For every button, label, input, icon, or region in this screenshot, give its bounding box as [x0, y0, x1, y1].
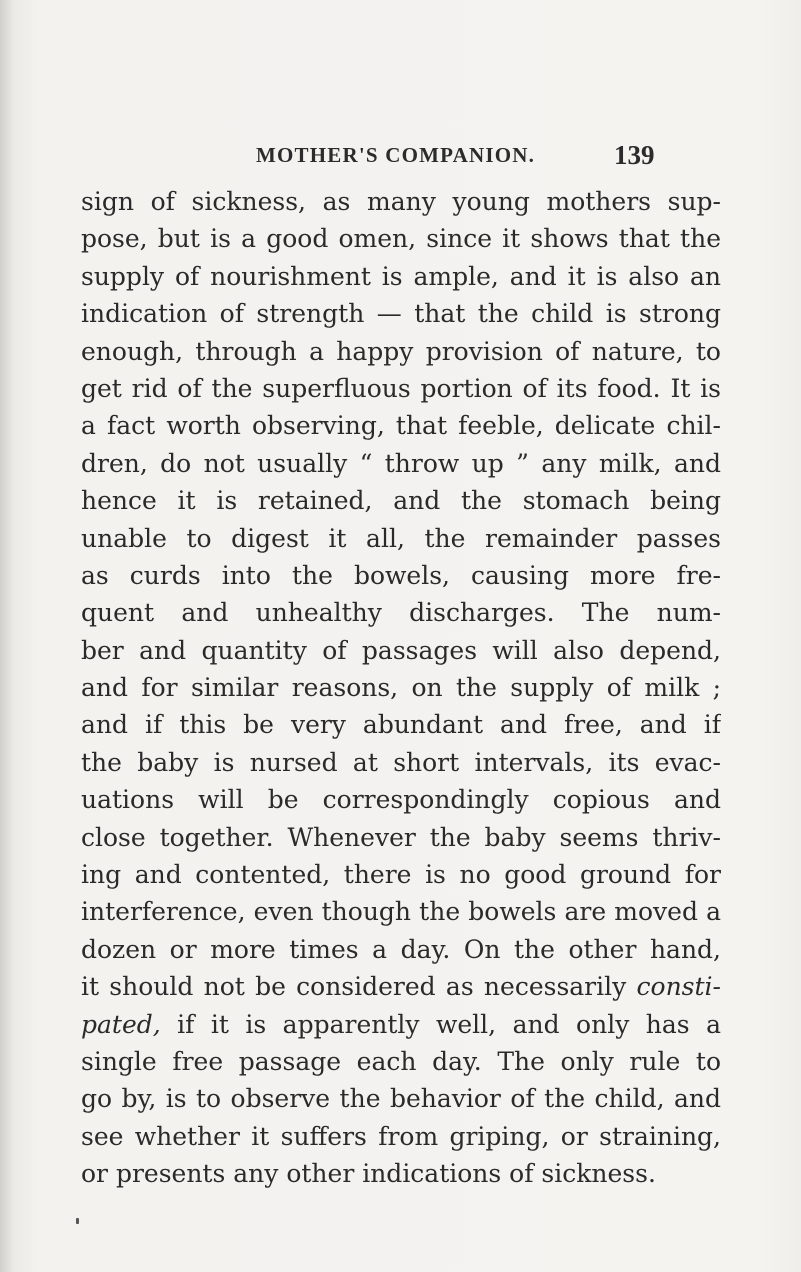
body-text — [81, 183, 721, 1193]
text-line: go by, is to observe the behavior of the child, and — [81, 1084, 721, 1114]
text-line: ing and contented, there is no good ground for — [81, 860, 721, 890]
text-line: or presents any other indications of sickness. — [81, 1159, 656, 1189]
text-line: indication of strength — that the child is strong — [81, 299, 721, 329]
text-line: sign of sickness, as many young mothers sup- — [81, 187, 721, 216]
italic-word: consti- — [636, 972, 721, 1002]
text-line: dren, do not usually “ throw up ” any milk, and — [81, 448, 721, 478]
text-line: unable to digest it all, the remainder passes — [81, 523, 721, 553]
text-line: dozen or more times a day. On the other hand, — [81, 934, 721, 964]
text-line: and if this be very abundant and free, and if — [81, 710, 721, 740]
running-head — [0, 140, 801, 173]
text-line: as curds into the bowels, causing more fre- — [81, 560, 721, 590]
text-line: pose, but is a good omen, since it shows that the — [81, 224, 721, 254]
page-number: 139 — [614, 140, 655, 170]
ink-speck — [76, 1218, 79, 1224]
text-line — [81, 968, 721, 1005]
text-line: get rid of the superfluous portion of its food. It is — [81, 373, 721, 403]
text-line: supply of nourishment is ample, and it is also an — [81, 261, 721, 291]
text-line: ber and quantity of passages will also depend, — [81, 635, 721, 665]
text-line-rest: if it is apparently well, and only has a — [160, 1009, 721, 1039]
text-line: the baby is nursed at short intervals, its evac- — [81, 747, 721, 777]
text-line: a fact worth observing, that feeble, delicate chil- — [81, 411, 721, 441]
text-line: single free passage each day. The only rule to — [81, 1046, 721, 1076]
text-line: hence it is retained, and the stomach being — [81, 486, 721, 516]
text-line: enough, through a happy provision of nature, to — [81, 336, 721, 366]
text-line: close together. Whenever the baby seems thriv- — [81, 822, 721, 852]
italic-word: pated, — [81, 1009, 161, 1039]
text-line: interference, even though the bowels are moved a — [81, 897, 721, 927]
text-line — [81, 1006, 721, 1043]
text-line: uations will be correspondingly copious and — [81, 785, 721, 815]
text-line-lead: it should not be considered as necessarily — [81, 972, 627, 1002]
running-title: MOTHER'S COMPANION. — [256, 143, 536, 167]
text-line: quent and unhealthy discharges. The num- — [81, 598, 721, 628]
text-line: see whether it suffers from griping, or straining, — [81, 1121, 721, 1151]
text-line: and for similar reasons, on the supply of milk ; — [81, 673, 721, 703]
gutter-shadow — [0, 0, 14, 1272]
